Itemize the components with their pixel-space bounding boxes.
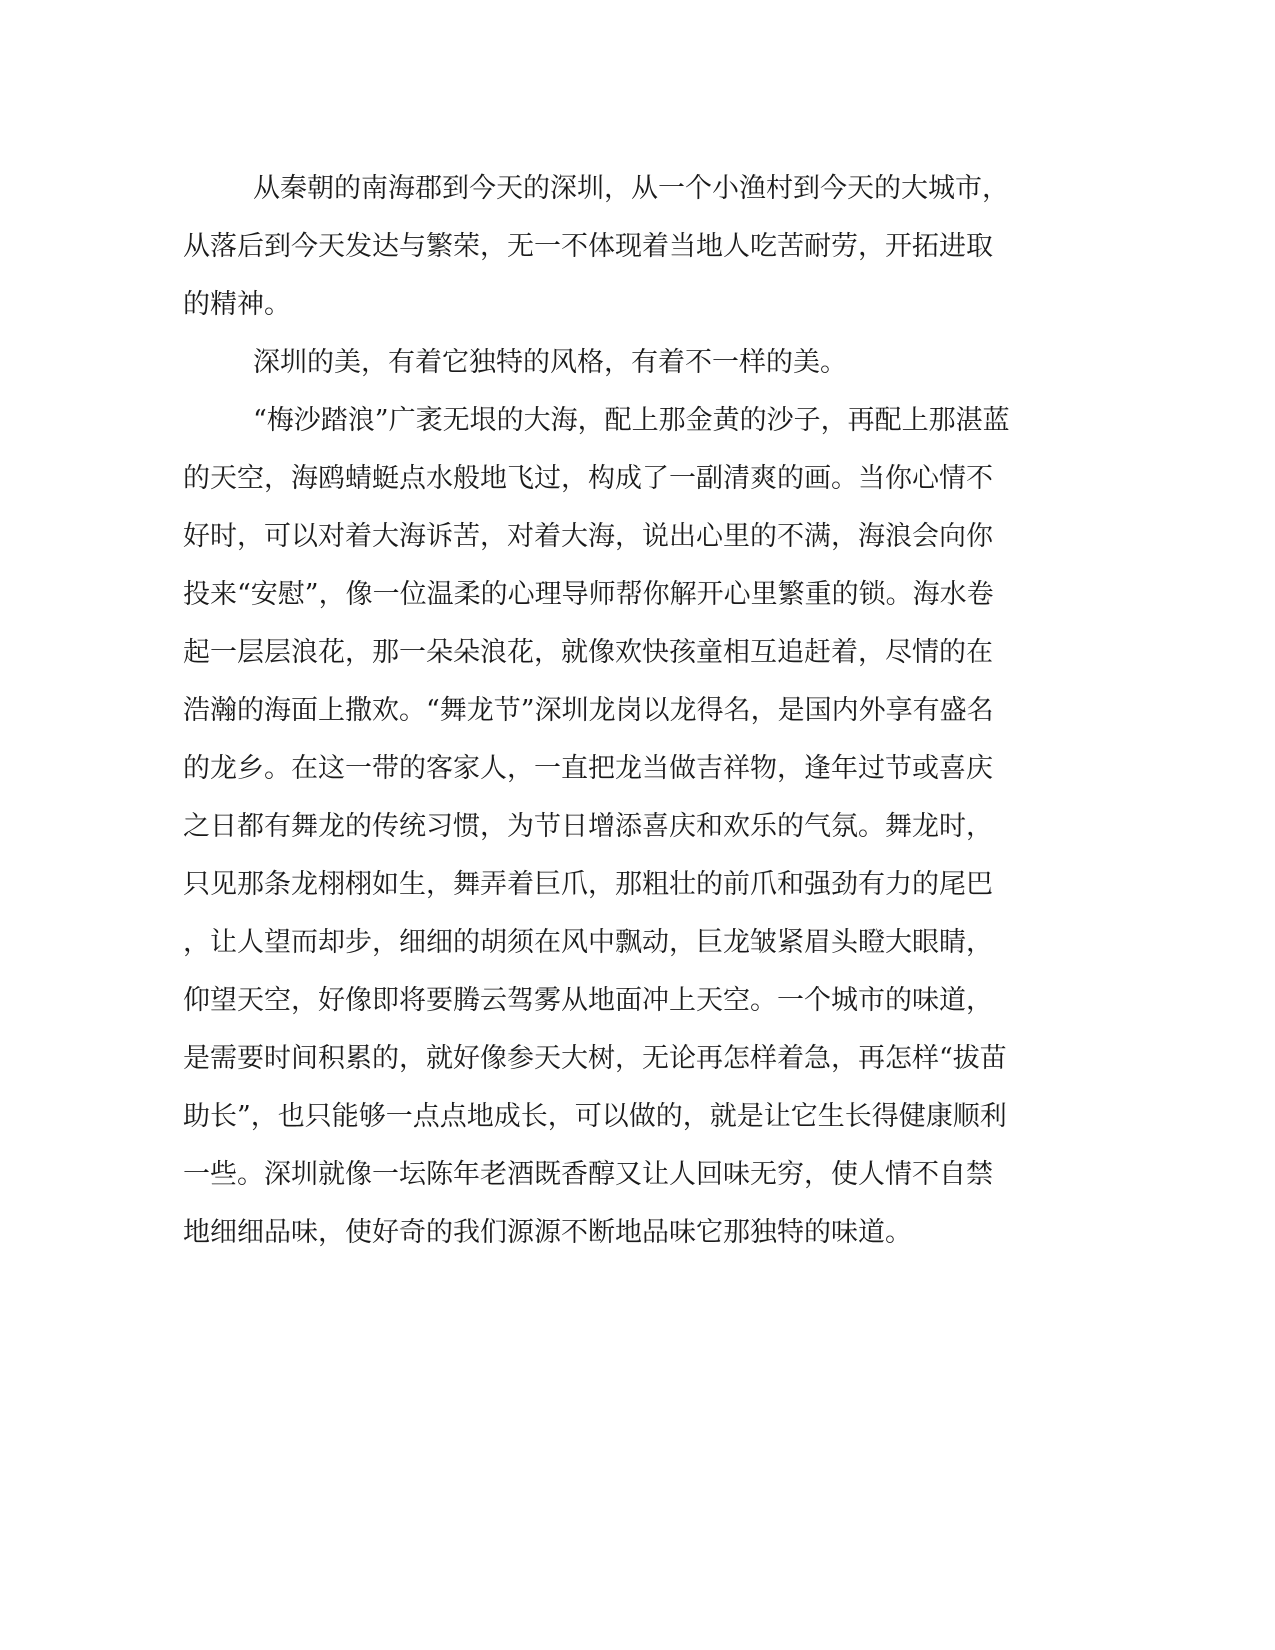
paragraph-line: “梅沙踏浪”广袤无垠的大海，配上那金黄的沙子，再配上那湛蓝 (253, 405, 1010, 436)
paragraph-line: 助长”，也只能够一点点地成长，可以做的，就是让它生长得健康顺利 (183, 1101, 1007, 1132)
paragraph-line: 从落后到今天发达与繁荣，无一不体现着当地人吃苦耐劳，开拓进取 (183, 231, 993, 262)
paragraph-line: 地细细品味，使好奇的我们源源不断地品味它那独特的味道。 (183, 1217, 912, 1248)
paragraph-line: 仰望天空，好像即将要腾云驾雾从地面冲上天空。一个城市的味道， (183, 985, 993, 1016)
paragraph-1 (183, 160, 1043, 334)
document-body (183, 160, 1043, 1262)
paragraph-3 (183, 392, 1043, 1262)
paragraph-line: 起一层层浪花，那一朵朵浪花，就像欢快孩童相互追赶着，尽情的在 (183, 637, 993, 668)
paragraph-line: 投来“安慰”，像一位温柔的心理导师帮你解开心里繁重的锁。海水卷 (183, 579, 994, 610)
paragraph-2 (183, 334, 1043, 392)
paragraph-line: 的龙乡。在这一带的客家人，一直把龙当做吉祥物，逢年过节或喜庆 (183, 753, 993, 784)
paragraph-line: 深圳的美，有着它独特的风格，有着不一样的美。 (253, 347, 847, 378)
paragraph-line: 好时，可以对着大海诉苦，对着大海，说出心里的不满，海浪会向你 (183, 521, 993, 552)
paragraph-line: 从秦朝的南海郡到今天的深圳，从一个小渔村到今天的大城市， (253, 173, 1009, 204)
paragraph-line: 浩瀚的海面上撒欢。“舞龙节”深圳龙岗以龙得名，是国内外享有盛名 (183, 695, 994, 726)
paragraph-line: 是需要时间积累的，就好像参天大树，无论再怎样着急，再怎样“拔苗 (183, 1043, 1007, 1074)
paragraph-line: 的天空，海鸥蜻蜓点水般地飞过，构成了一副清爽的画。当你心情不 (183, 463, 993, 494)
paragraph-line: 只见那条龙栩栩如生，舞弄着巨爪，那粗壮的前爪和强劲有力的尾巴 (183, 869, 993, 900)
paragraph-line: 一些。深圳就像一坛陈年老酒既香醇又让人回味无穷，使人情不自禁 (183, 1159, 993, 1190)
paragraph-line: 的精神。 (183, 289, 291, 320)
paragraph-line: ，让人望而却步，细细的胡须在风中飘动，巨龙皱紧眉头瞪大眼睛， (183, 927, 993, 958)
paragraph-line: 之日都有舞龙的传统习惯，为节日增添喜庆和欢乐的气氛。舞龙时， (183, 811, 993, 842)
